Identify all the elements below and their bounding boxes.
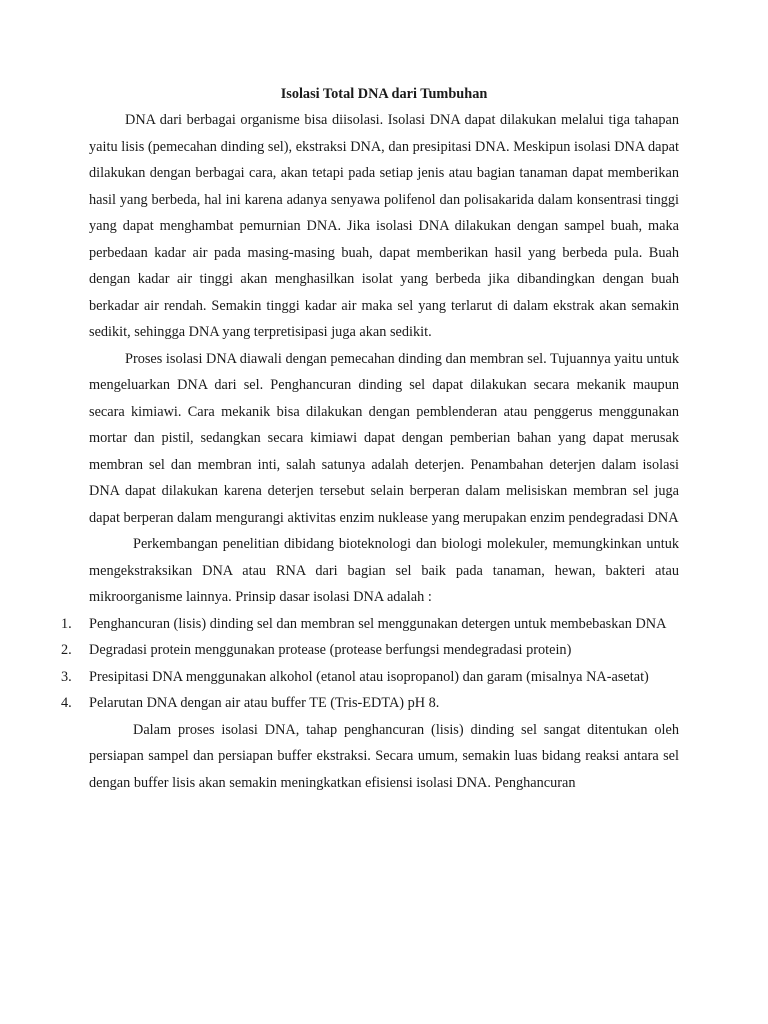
document-title: Isolasi Total DNA dari Tumbuhan [280,86,488,102]
list-item-number: 2. [61,642,72,658]
list-item-text: Degradasi protein menggunakan protease (protease berfungsi mendegradasi protein) [89,642,572,658]
list-item [61,664,679,691]
paragraph-principles: Perkembangan penelitian dibidang bioteknologi dan biologi molekuler, memungkinkan untuk mengekstraksikan DNA atau RNA dari bagian sel baik pada tanaman, hewan, bakteri atau mikroorganisme lainnya. Prinsip dasar isolasi DNA adalah : [89,536,679,605]
principles-list [61,611,679,717]
list-item [61,637,679,664]
list-item-number: 4. [61,695,72,711]
list-item-number: 3. [61,668,72,685]
document-page [61,84,679,1014]
paragraph-process: Proses isolasi DNA diawali dengan pemecahan dinding dan membran sel. Tujuannya yaitu untuk mengeluarkan DNA dari sel. Penghancuran dinding sel dapat dilakukan secara mekanik maupun secara kimiawi. Cara mekanik bisa dilakukan dengan pemblenderan atau penggerus menggunakan mortar dan pistil, sedangkan secara kimiawi dapat dengan pemberian bahan yang dapat merusak membran sel dan membran inti, salah satunya adalah deterjen. Penambahan deterjen dalam isolasi DNA dapat dilakukan karena deterjen tersebut selain berperan dalam melisiskan membran sel juga dapat berperan dalam mengurangi aktivitas enzim nuklease yang merupakan enzim pendegradasi DNA [89,350,679,526]
list-item-text: Pelarutan DNA dengan air atau buffer TE (Tris-EDTA) pH 8. [89,695,440,711]
list-item-number: 1. [61,615,72,632]
list-item-text: Penghancuran (lisis) dinding sel dan membran sel menggunakan detergen untuk membebaskan DNA [89,615,667,632]
list-item [61,690,679,717]
paragraph-closing: Dalam proses isolasi DNA, tahap penghancuran (lisis) dinding sel sangat ditentukan oleh persiapan sampel dan persiapan buffer ekstraksi. Secara umum, semakin luas bidang reaksi antara sel dengan buffer lisis akan semakin meningkatkan efisiensi isolasi DNA. Penghancuran [89,721,679,791]
list-item [61,611,679,638]
paragraph-intro: DNA dari berbagai organisme bisa diisolasi. Isolasi DNA dapat dilakukan melalui tiga tahapan yaitu lisis (pemecahan dinding sel), ekstraksi DNA, dan presipitasi DNA. Meskipun isolasi DNA dapat dilakukan dengan berbagai cara, akan tetapi pada setiap jenis atau bagian tanaman dapat memberikan hasil yang berbeda, hal ini karena adanya senyawa polifenol dan polisakarida dalam konsentrasi tinggi yang dapat menghambat pemurnian DNA. Jika isolasi DNA dilakukan dengan sampel buah, maka perbedaan kadar air pada masing-masing buah, dapat memberikan hasil yang berbeda pula. Buah dengan kadar air tinggi akan menghasilkan isolat yang berbeda jika dibandingkan dengan buah berkadar air rendah. Semakin tinggi kadar air maka sel yang terlarut di dalam ekstrak akan semakin sedikit, sehingga DNA yang terpretisipasi juga akan sedikit. [89,112,679,340]
list-item-text: Presipitasi DNA menggunakan alkohol (etanol atau isopropanol) dan garam (misalnya NA-asetat) [89,668,649,685]
